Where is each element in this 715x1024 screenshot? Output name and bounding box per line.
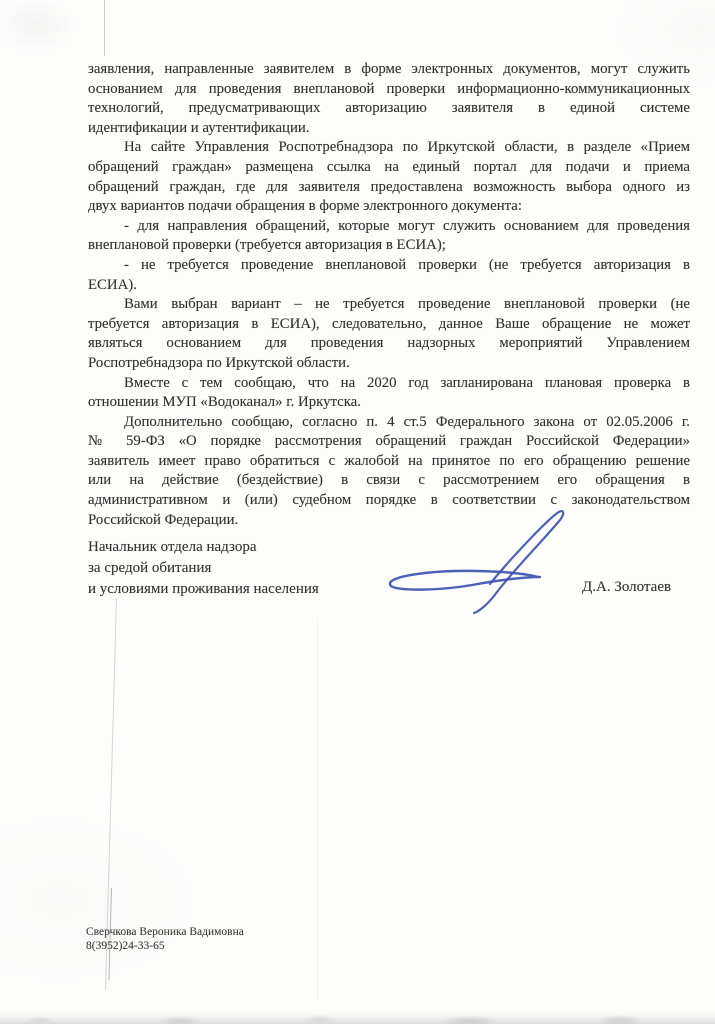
signatory-name: Д.А. Золотаев	[582, 579, 672, 595]
text-line: ЕСИА).	[88, 276, 137, 293]
text-line: являться основанием для проведения надзорных мероприятий Управлением	[88, 335, 690, 352]
signatory-title-line: за средой обитания	[88, 560, 212, 576]
executor-name: Сверчкова Вероника Вадимовна	[86, 926, 244, 938]
text-line: двух вариантов подачи обращения в форме электронного документа:	[88, 198, 522, 215]
text-line: внеплановой проверки (требуется авторизация в ЕСИА);	[88, 237, 446, 254]
signature-stroke-flourish	[474, 511, 563, 613]
signatory-title-line: и условиями проживания населения	[88, 581, 319, 597]
letter-body	[88, 60, 690, 530]
fold-crease-top	[104, 0, 105, 56]
text-line: требуется авторизация в ЕСИА), следовательно, данное Ваше обращение не может	[88, 315, 690, 332]
executor-phone: 8(3952)24-33-65	[86, 939, 165, 952]
text-line: обращений граждан, где для заявителя предоставлена возможность выбора одного из	[88, 178, 690, 195]
text-line: Российской Федерации.	[88, 511, 239, 528]
signature-scribble	[380, 500, 580, 620]
text-line: На сайте Управления Роспотребнадзора по Иркутской области, в разделе «Прием	[124, 139, 690, 156]
text-line: или на действие (бездействие) в связи с рассмотрением его обращения в	[88, 472, 690, 489]
fold-crease-faint	[317, 620, 318, 1000]
text-line: Роспотребнадзора по Иркутской области.	[88, 354, 350, 371]
scan-edge-artifact	[0, 1006, 715, 1024]
text-line: идентификации и аутентификации.	[88, 119, 310, 136]
text-line: административном и (или) судебном порядке в соответствии с законодательством	[88, 492, 690, 509]
text-line: Вами выбран вариант – не требуется проведение внеплановой проверки (не	[124, 296, 690, 313]
text-line: Дополнительно сообщаю, согласно п. 4 ст.5 Федерального закона от 02.05.2006 г.	[124, 413, 690, 430]
text-line: № 59-ФЗ «О порядке рассмотрения обращений граждан Российской Федерации»	[88, 433, 690, 450]
text-line: заявитель имеет право обратиться с жалобой на принятое по его обращению решение	[88, 452, 690, 469]
text-line: основанием для проведения внеплановой проверки информационно-коммуникационных	[88, 80, 690, 97]
text-line: технологий, предусматривающих авторизацию заявителя в единой системе	[88, 100, 690, 117]
text-line: - для направления обращений, которые могут служить основанием для проведения	[124, 217, 690, 234]
text-line: заявления, направленные заявителем в форме электронных документов, могут служить	[88, 61, 690, 77]
text-line: - не требуется проведение внеплановой проверки (не требуется авторизация в	[124, 256, 690, 273]
signature-stroke-loop	[390, 571, 540, 590]
text-line: обращений граждан» размещена ссылка на единый портал для подачи и приема	[88, 158, 690, 175]
text-line: отношении МУП «Водоканал» г. Иркутска.	[88, 394, 361, 411]
text-line: Вместе с тем сообщаю, что на 2020 год запланирована плановая проверка в	[124, 374, 690, 391]
signatory-title-line: Начальник отдела надзора	[88, 539, 257, 555]
